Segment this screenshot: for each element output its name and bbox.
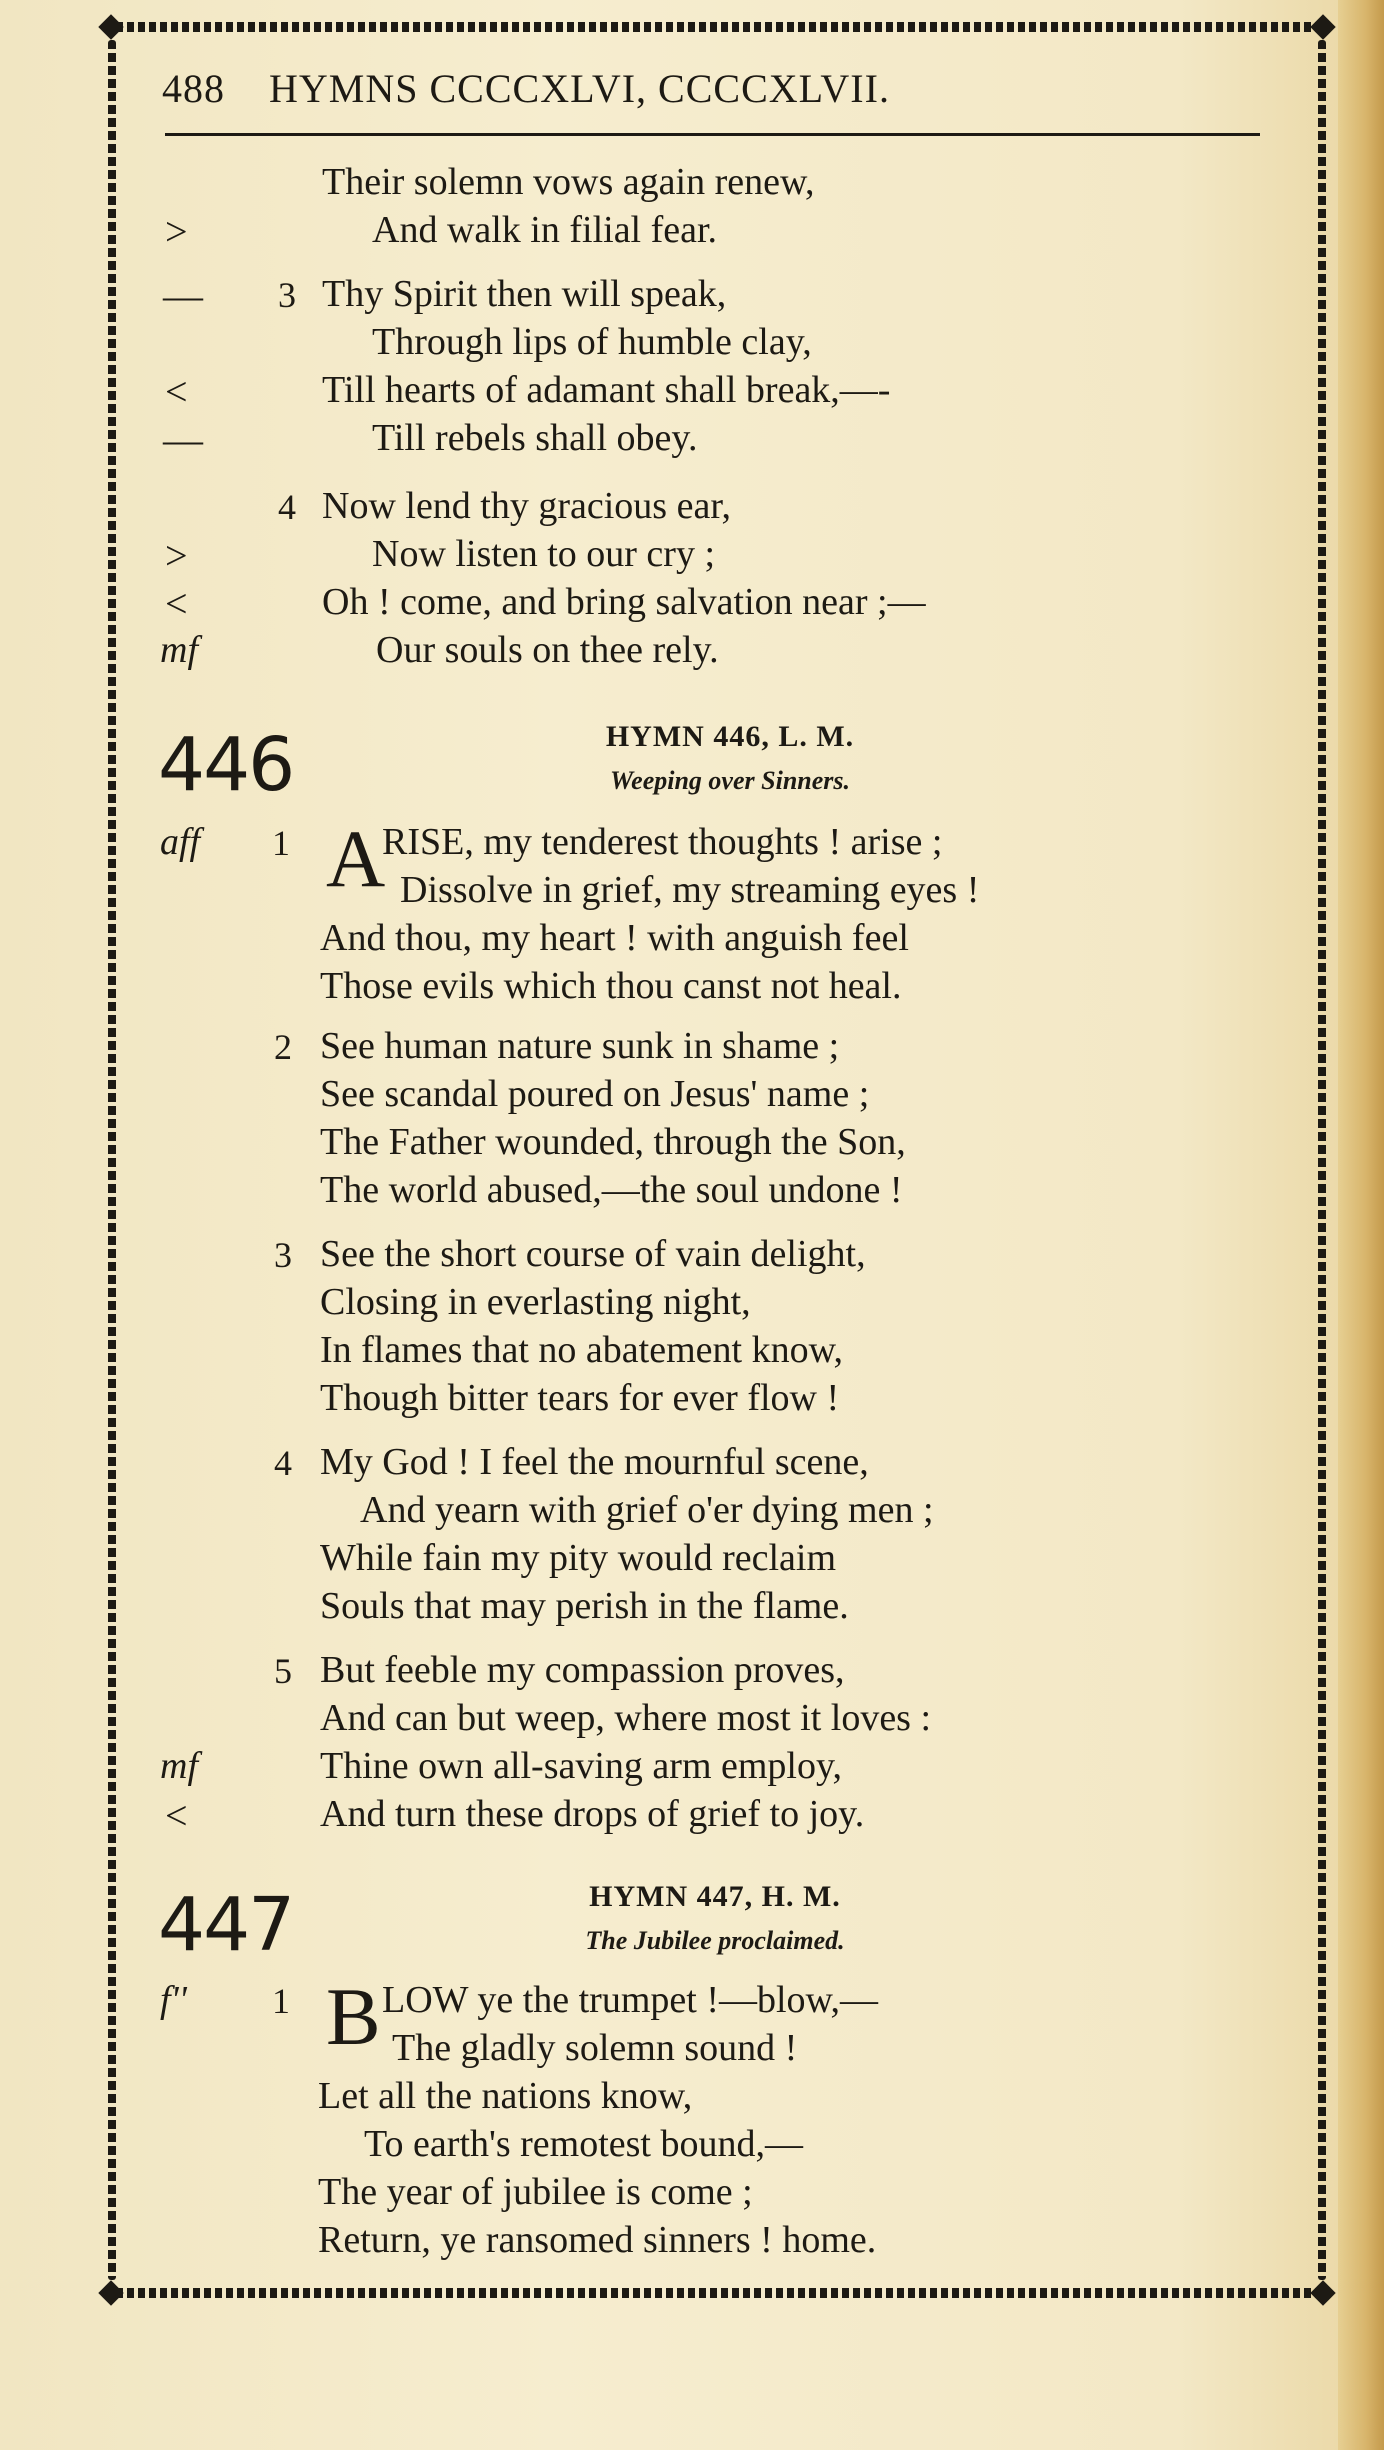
header-rule: [165, 133, 1260, 136]
verse-line: While fain my pity would reclaim: [320, 1537, 837, 1579]
verse-line: Though bitter tears for ever flow !: [320, 1377, 840, 1419]
left-ornamental-rule: [108, 40, 116, 2280]
verse-line: The gladly solemn sound !: [392, 2027, 798, 2069]
hymn-subtitle: Weeping over Sinners.: [609, 766, 851, 795]
verse-line: Now lend thy gracious ear,: [322, 485, 731, 527]
verse-line: Now listen to our cry ;: [372, 533, 716, 575]
verse-line: The world abused,—the soul undone !: [320, 1169, 903, 1211]
verse-line: Through lips of humble clay,: [372, 321, 812, 363]
verse-line: Closing in everlasting night,: [320, 1281, 751, 1323]
verse-line: The year of jubilee is come ;: [318, 2171, 753, 2213]
dynamic-mark: >: [165, 209, 188, 254]
verse-line: See human nature sunk in shame ;: [320, 1025, 840, 1067]
dynamic-mark: <: [165, 1793, 188, 1838]
verse-line: Oh ! come, and bring salvation near ;—: [322, 581, 926, 623]
verse-line: See scandal poured on Jesus' name ;: [320, 1073, 870, 1115]
running-head: [162, 65, 890, 112]
verse-number: 3: [278, 275, 296, 315]
corner-ornament-top-right: [1310, 14, 1335, 39]
verse-line: Souls that may perish in the flame.: [320, 1585, 849, 1627]
dynamic-mark: <: [165, 581, 188, 626]
verse-line: Their solemn vows again renew,: [322, 161, 815, 203]
verse-line: Those evils which thou canst not heal.: [320, 965, 902, 1007]
running-title: HYMNS CCCCXLVI, CCCCXLVII.: [269, 66, 890, 111]
verse-number: 4: [274, 1443, 292, 1483]
corner-ornament-top-left: [98, 14, 123, 39]
verse-number: 3: [274, 1235, 292, 1275]
hymn-title: HYMN 447, H. M.: [589, 1880, 841, 1913]
verse-line: And turn these drops of grief to joy.: [320, 1793, 865, 1835]
dynamic-mark: mf: [160, 1745, 198, 1787]
hymn-title: HYMN 446, L. M.: [605, 720, 855, 753]
verse-line: And yearn with grief o'er dying men ;: [360, 1489, 934, 1531]
verse-number: 2: [274, 1027, 292, 1067]
verse-line: And thou, my heart ! with anguish feel: [320, 917, 909, 959]
corner-ornament-bottom-right: [1310, 2280, 1335, 2305]
page-spine-edge: [1338, 0, 1384, 2450]
drop-capital: A: [326, 813, 386, 904]
dynamic-mark: >: [165, 533, 188, 578]
verse-line: Return, ye ransomed sinners ! home.: [318, 2219, 877, 2261]
drop-capital: B: [326, 1971, 381, 2062]
verse-number: 1: [272, 823, 290, 863]
verse-line: Our souls on thee rely.: [376, 629, 719, 671]
verse-line: But feeble my compassion proves,: [320, 1649, 845, 1691]
verse-line: My God ! I feel the mournful scene,: [320, 1441, 869, 1483]
verse-number: 5: [274, 1651, 292, 1691]
verse-number: 1: [272, 1981, 290, 2021]
dynamic-mark: f'': [160, 1979, 187, 2021]
verse-line: Let all the nations know,: [318, 2075, 693, 2117]
verse-line: And walk in filial fear.: [372, 209, 718, 251]
dynamic-mark: —: [163, 273, 203, 318]
verse-line: See the short course of vain delight,: [320, 1233, 866, 1275]
verse-line: Thine own all-saving arm employ,: [320, 1745, 843, 1787]
top-ornamental-rule: [105, 22, 1330, 32]
verse-line: RISE, my tenderest thoughts ! arise ;: [382, 821, 943, 863]
verse-line: LOW ye the trumpet !—blow,—: [382, 1979, 879, 2021]
hymn-number: 447: [158, 1882, 294, 1968]
hymn-subtitle: The Jubilee proclaimed.: [585, 1926, 845, 1955]
verse-line: In flames that no abatement know,: [320, 1329, 844, 1371]
dynamic-mark: —: [163, 417, 203, 462]
verse-line: Thy Spirit then will speak,: [322, 273, 727, 315]
verse-line: Till rebels shall obey.: [372, 417, 698, 459]
verse-line: Till hearts of adamant shall break,—-: [322, 369, 891, 411]
hymn-number: 446: [158, 722, 294, 808]
verse-line: Dissolve in grief, my streaming eyes !: [400, 869, 980, 911]
dynamic-mark: mf: [160, 629, 198, 671]
right-ornamental-rule: [1318, 40, 1326, 2280]
corner-ornament-bottom-left: [98, 2280, 123, 2305]
verse-line: The Father wounded, through the Son,: [320, 1121, 906, 1163]
page-number: 488: [162, 66, 225, 111]
verse-line: To earth's remotest bound,—: [364, 2123, 803, 2165]
verse-number: 4: [278, 487, 296, 527]
dynamic-mark: <: [165, 369, 188, 414]
dynamic-mark: aff: [160, 821, 201, 863]
bottom-ornamental-rule: [105, 2288, 1330, 2298]
verse-line: And can but weep, where most it loves :: [320, 1697, 932, 1739]
